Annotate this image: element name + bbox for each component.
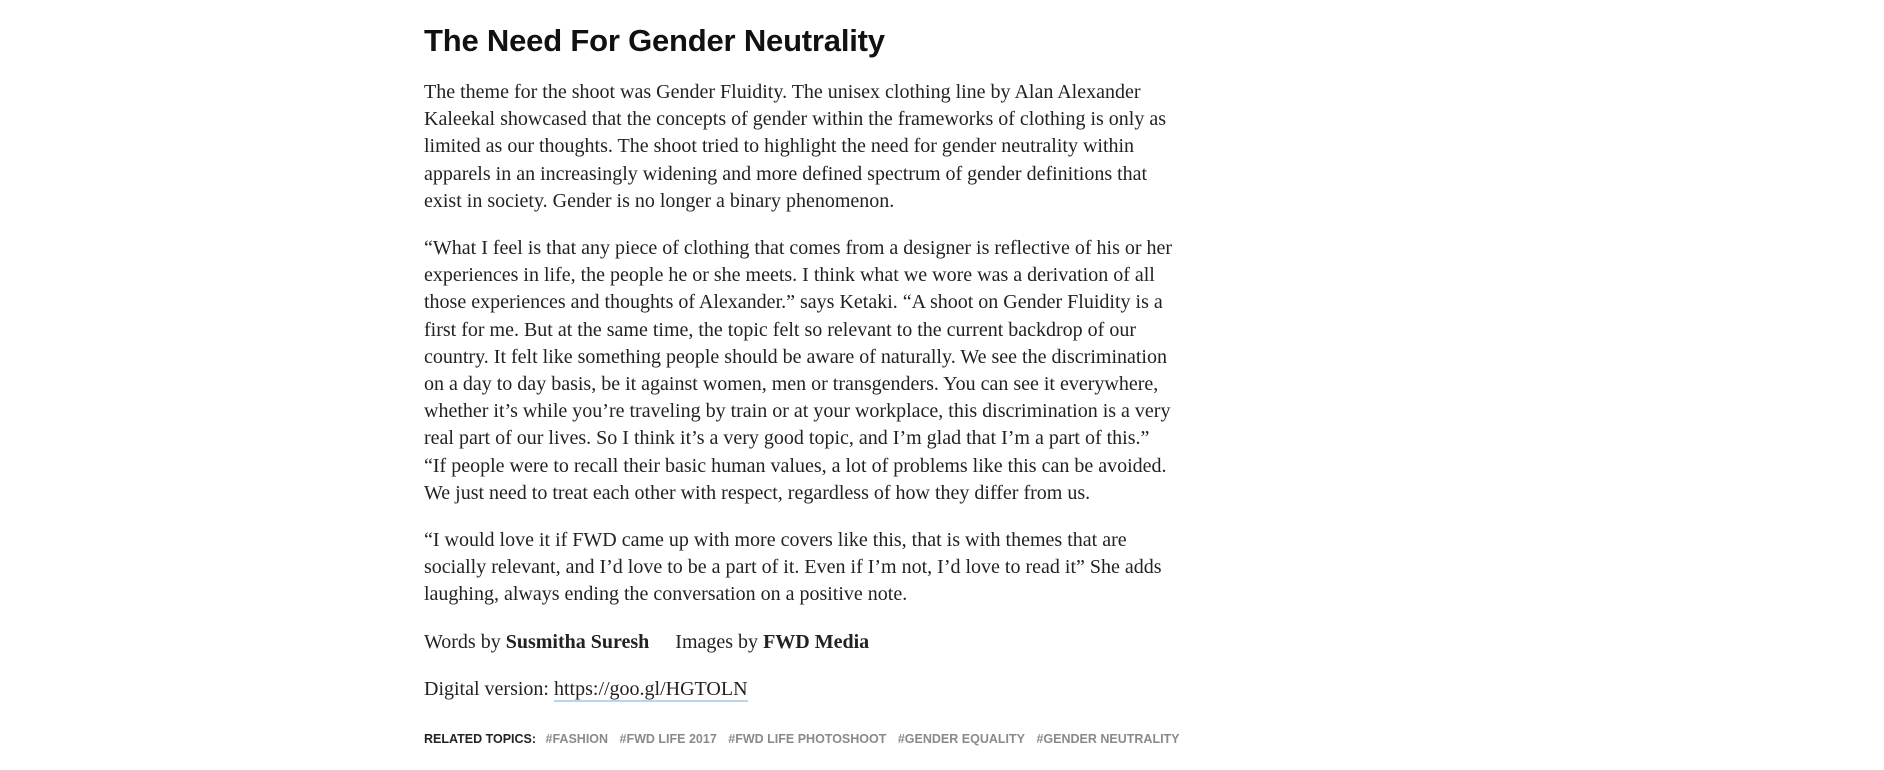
paragraph-line: laughing, always ending the conversation on a positive note. [424,583,908,606]
topic-tag-fashion[interactable]: #FASHION [545,732,609,747]
paragraph-line: We just need to treat each other with respect, regardless of how they differ from us. [424,481,1091,504]
related-topics [424,731,1180,747]
related-topics-label: RELATED TOPICS: [424,732,537,747]
paragraph-line: real part of our lives. So I think it’s a very good topic, and I’m glad that I’m a part of this.” [424,427,1150,450]
paragraph-theme [424,79,1176,215]
paragraph-line: whether it’s while you’re traveling by train or at your workplace, this discrimination is a very [424,400,1171,423]
topic-tag-fwd-life-photoshoot[interactable]: #FWD LIFE PHOTOSHOOT [728,732,887,747]
digital-version-link[interactable]: https://goo.gl/HGTOLN [553,677,748,700]
paragraph-line: on a day to day basis, be it against women, men or transgenders. You can see it everywhere, [424,373,1159,396]
digital-version-label: Digital version: [424,677,549,700]
words-author: Susmitha Suresh [505,630,650,653]
paragraph-line: Kaleekal showcased that the concepts of gender within the frameworks of clothing is only as [424,108,1167,131]
paragraph-line: “I would love it if FWD came up with more covers like this, that is with themes that are [424,529,1127,552]
topic-tag-gender-neutrality[interactable]: #GENDER NEUTRALITY [1036,732,1180,747]
images-author: FWD Media [763,630,870,653]
paragraph-closing-quote [424,527,1176,609]
paragraph-line: “If people were to recall their basic human values, a lot of problems like this can be avoided. [424,454,1167,477]
paragraph-line: exist in society. Gender is no longer a binary phenomenon. [424,189,895,212]
topic-tag-gender-equality[interactable]: #GENDER EQUALITY [897,732,1025,747]
paragraph-quote-ketaki [424,235,1176,507]
topic-tag-fwd-life-2017[interactable]: #FWD LIFE 2017 [619,732,717,747]
article-body [424,20,1180,747]
paragraph-line: first for me. But at the same time, the topic felt so relevant to the current backdrop of our [424,318,1136,341]
paragraph-line: socially relevant, and I’d love to be a part of it. Even if I’m not, I’d love to read it” She adds [424,556,1162,579]
credits [424,629,1176,656]
paragraph-line: “What I feel is that any piece of clothing that comes from a designer is reflective of his or her [424,237,1173,260]
article-heading: The Need For Gender Neutrality [424,23,885,58]
paragraph-line: experiences in life, the people he or she meets. I think what we wore was a derivation of all [424,264,1155,287]
paragraph-line: country. It felt like something people should be aware of naturally. We see the discrimination [424,345,1167,368]
paragraph-line: The theme for the shoot was Gender Fluidity. The unisex clothing line by Alan Alexander [424,81,1141,103]
paragraph-line: apparels in an increasingly widening and more defined spectrum of gender definitions that [424,162,1148,185]
images-by-label: Images by [675,630,759,653]
words-by-label: Words by [424,630,501,653]
paragraph-line: limited as our thoughts. The shoot tried to highlight the need for gender neutrality within [424,135,1135,158]
paragraph-line: those experiences and thoughts of Alexander.” says Ketaki. “A shoot on Gender Fluidity is a [424,291,1163,314]
digital-version [424,676,1176,703]
